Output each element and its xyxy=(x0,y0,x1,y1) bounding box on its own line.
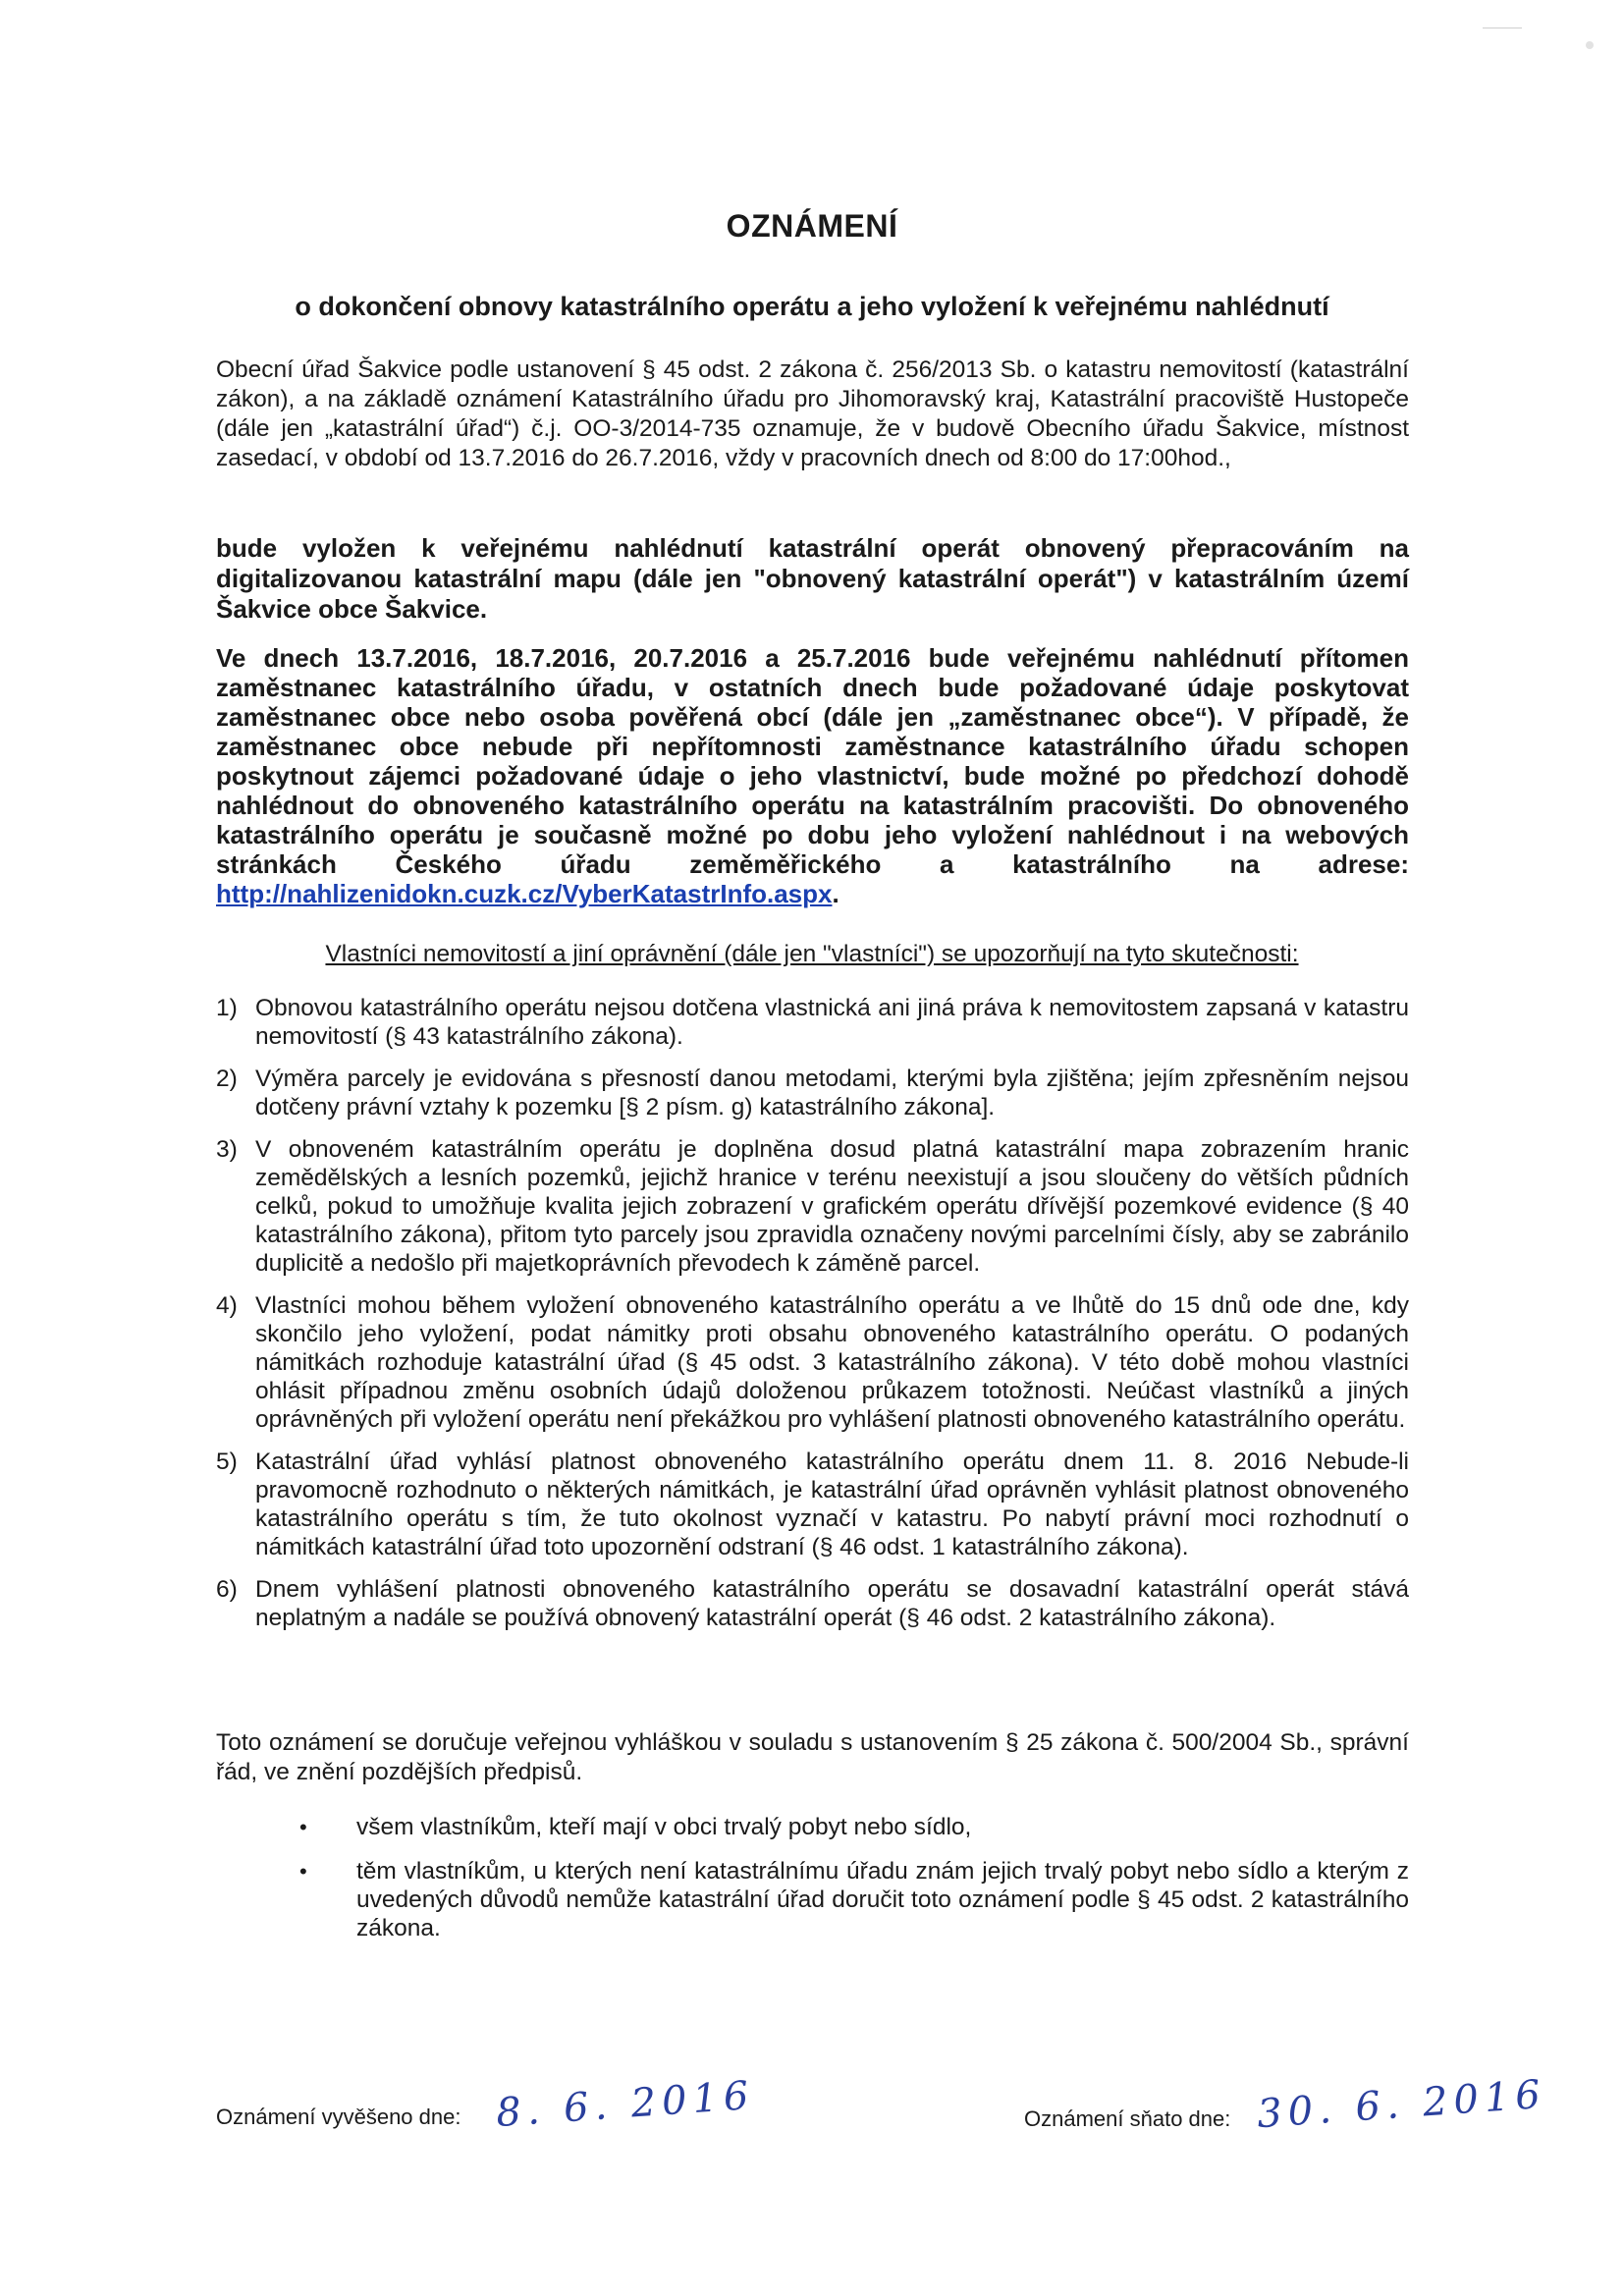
point-number: 1) xyxy=(216,995,238,1021)
point-text: Vlastníci mohou během vyložení obnoveného katastrálního operátu a ve lhůtě do 15 dnů ode dne, kdy skončilo jeho vyložení, podat námitky proti obsahu obnoveného katastrálního operátu. O podaných námitkách rozhoduje katastrální úřad (§ 45 odst. 3 katastrálního zákona). V této době mohou vlastníci ohlásit případnou změnu osobních údajů doloženou průkazem totožnosti. Neúčast vlastníků a jiných oprávněných při vyložení operátu není překážkou pro vyhlášení platnosti obnoveného katastrálního operátu. xyxy=(255,1292,1409,1433)
notice-point xyxy=(216,1448,1409,1561)
point-text: Katastrální úřad vyhlásí platnost obnoveného katastrálního operátu dnem 11. 8. 2016 Nebude-li pravomocně rozhodnuto o některých námitkách, je katastrální úřad oprávněn vyhlásit platnost obnoveného katastrálního operátu s tím, že tuto okolnost vyznačí v katastru. Po nabytí právní moci rozhodnutí o námitkách katastrální úřad toto upozornění odstraní (§ 46 odst. 1 katastrálního zákona). xyxy=(255,1449,1409,1560)
notice-point xyxy=(216,1135,1409,1278)
notice-point xyxy=(216,1575,1409,1632)
point-text: Výměra parcely je evidována s přesností danou metodami, kterými byla zjištěna; jejím zpřesněním nejsou dotčeny právní vztahy k pozemku [§ 2 písm. g) katastrálního zákona]. xyxy=(255,1066,1409,1121)
point-number: 2) xyxy=(216,1066,238,1092)
point-number: 3) xyxy=(216,1136,238,1163)
scan-artifact-dot xyxy=(1586,41,1594,49)
cuzk-link[interactable]: http://nahlizenidokn.cuzk.cz/VyberKatastrInfo.aspx xyxy=(216,879,833,908)
notice-point xyxy=(216,1065,1409,1121)
point-number: 5) xyxy=(216,1449,238,1475)
document-title: OZNÁMENÍ xyxy=(726,208,898,244)
point-text: Dnem vyhlášení platnosti obnoveného katastrálního operátu se dosavadní katastrální operát stává neplatným a nadále se používá obnovený katastrální operát (§ 46 odst. 2 katastrálního zákona). xyxy=(255,1576,1409,1631)
scan-artifact xyxy=(1483,27,1522,28)
presence-paragraph xyxy=(216,643,1409,908)
notice-points xyxy=(216,994,1409,1646)
point-number: 6) xyxy=(216,1576,238,1603)
intro-paragraph: Obecní úřad Šakvice podle ustanovení § 45 odst. 2 zákona č. 256/2013 Sb. o katastru nemovitostí (katastrální zákon), a na základě oznámení Katastrálního úřadu pro Jihomoravský kraj, Katastrální pracoviště Hustopeče (dále jen „katastrální úřad“) č.j. OO-3/2014-735 oznamuje, že v budově Obecního úřadu Šakvice, místnost zasedací, v období od 13.7.2016 do 26.7.2016, vždy v pracovních dnech od 8:00 do 17:00hod., xyxy=(216,356,1409,471)
recipient-item: • těm vlastníkům, u kterých není katastrálnímu úřadu znám jejich trvalý pobyt nebo sídlo a kterým z uvedených důvodů nemůže katastrální úřad doručit toto oznámení podle § 45 odst. 2 katastrálního zákona. xyxy=(299,1857,1409,1942)
point-number: 4) xyxy=(216,1292,238,1319)
recipient-item: • všem vlastníkům, kteří mají v obci trvalý pobyt nebo sídlo, xyxy=(299,1813,1409,1841)
document-subtitle: o dokončení obnovy katastrálního operátu a jeho vyložení k veřejnému nahlédnutí xyxy=(295,292,1329,321)
posted-label: Oznámení vyvěšeno dne: xyxy=(216,2105,461,2129)
point-text: Obnovou katastrálního operátu nejsou dotčena vlastnická ani jiná práva k nemovitostem zapsaná v katastru nemovitostí (§ 43 katastrálního zákona). xyxy=(255,995,1409,1050)
notice-point xyxy=(216,994,1409,1051)
recipients-list xyxy=(299,1813,1409,1958)
link-suffix: . xyxy=(832,879,839,908)
presence-text: Ve dnech 13.7.2016, 18.7.2016, 20.7.2016 a 25.7.2016 bude veřejnému nahlédnutí přítomen zaměstnanec katastrálního úřadu, v ostatních dnech bude požadované údaje poskytovat zaměstnanec obce nebo osoba pověřená obcí (dále jen „zaměstnanec obce“). V případě, že zaměstnanec obce nebude při nepřítomnosti zaměstnance katastrálního úřadu schopen poskytnout zájemci požadované údaje o jeho vlastnictví, bude možné po předchozí dohodě nahlédnout do obnoveného katastrálního operátu na katastrálním pracovišti. Do obnoveného katastrálního operátu je současně možné po dobu jeho vyložení nahlédnout i na webových stránkách Českého úřadu zeměměřického a katastrálního na adrese: xyxy=(216,643,1409,879)
removed-label: Oznámení sňato dne: xyxy=(1024,2106,1231,2131)
delivery-paragraph: Toto oznámení se doručuje veřejnou vyhláškou v souladu s ustanovením § 25 zákona č. 500/2004 Sb., správní řád, ve znění pozdějších předpisů. xyxy=(216,1729,1409,1785)
posted-date-handwritten: 8. 6. 2016 xyxy=(494,2072,756,2137)
owners-heading: Vlastníci nemovitostí a jiní oprávnění (dále jen "vlastníci") se upozorňují na tyto skutečnosti: xyxy=(325,941,1299,967)
notice-point xyxy=(216,1291,1409,1434)
point-text: V obnoveném katastrálním operátu je doplněna dosud platná katastrální mapa zobrazením hranic zemědělských a lesních pozemků, jejichž hranice v terénu neexistují a jsou sloučeny do větších půdních celků, pokud to umožňuje kvalita jejich zobrazení v grafickém operátu dřívější pozemkové evidence (§ 40 katastrálního zákona), přitom tyto parcely jsou zpravidla označeny novými parcelními čísly, aby se zabránilo duplicitě a nedošlo při majetkoprávních převodech k záměně parcel. xyxy=(255,1136,1409,1277)
removed-date-handwritten: 30. 6. 2016 xyxy=(1255,2071,1548,2138)
exhibit-paragraph: bude vyložen k veřejnému nahlédnutí katastrální operát obnovený přepracováním na digitalizovanou katastrální mapu (dále jen "obnovený katastrální operát") v katastrálním území Šakvice obce Šakvice. xyxy=(216,533,1409,624)
